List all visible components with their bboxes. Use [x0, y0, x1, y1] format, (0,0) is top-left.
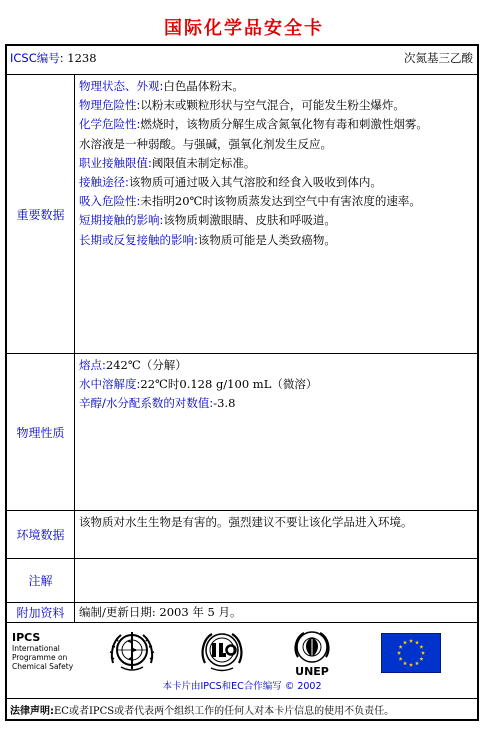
physical-properties-label: 物理性质	[7, 354, 75, 510]
notes-label: 注解	[7, 559, 75, 602]
important-key: 物理状态、外观:	[79, 79, 164, 93]
ipcs-title: IPCS	[12, 631, 41, 644]
notes-content	[76, 559, 477, 602]
physical-value: 242℃（分解）	[105, 358, 187, 372]
who-emblem-icon	[107, 629, 157, 675]
legal-text: EC或者IPCS或者代表两个组织工作的任何人对本卡片信息的使用不负责任。	[54, 706, 395, 717]
important-line	[79, 231, 474, 250]
additional-content: 编制/更新日期: 2003 年 5 月。	[79, 605, 242, 619]
important-line	[79, 96, 474, 115]
icsc-id	[10, 50, 97, 66]
chemical-name: 次氮基三乙酸	[404, 51, 473, 65]
important-line	[79, 173, 474, 192]
important-value: 水溶液是一种弱酸。与强碱，强氧化剂发生反应。	[79, 136, 332, 151]
important-line	[79, 115, 474, 134]
physical-value: 22℃时0.128 g/100 mL（微溶）	[140, 377, 318, 392]
important-key: 接触途径:	[79, 175, 129, 190]
environment-content: 该物质对水生生物是有害的。强烈建议不要让该化学品进入环境。	[79, 515, 413, 529]
header-row	[7, 46, 477, 75]
important-line	[79, 192, 474, 211]
credit-text: 本卡片由IPCS和EC合作编写 © 2002	[162, 681, 322, 692]
important-value: 白色晶体粉末。	[163, 79, 244, 93]
important-key: 物理危险性:	[79, 98, 141, 113]
important-key: 长期或反复接触的影响:	[79, 232, 198, 247]
important-value: 该物质可通过吸入其气溶胶和经食入吸收到体内。	[128, 175, 382, 190]
important-value: 阈限值未制定标准。	[151, 155, 256, 170]
legal-row	[7, 699, 477, 719]
legal-label: 法律声明:	[10, 706, 54, 717]
physical-line	[79, 394, 474, 413]
important-value: 未指明20℃时该物质蒸发达到空气中有害浓度的速率。	[140, 194, 421, 209]
important-value: 该物质刺激眼睛、皮肤和呼吸道。	[163, 213, 336, 228]
ipcs-logo	[12, 631, 73, 671]
physical-key: 辛醇/水分配系数的对数值:	[79, 396, 214, 411]
important-line	[79, 77, 474, 96]
important-value: 燃烧时，该物质分解生成含氮氧化物有毒和刺激性烟雾。	[140, 117, 428, 132]
ipcs-sub-3: Chemical Safety	[12, 662, 74, 671]
physical-line	[79, 356, 474, 375]
important-line	[79, 211, 474, 230]
important-value: 以粉末或颗粒形状与空气混合，可能发生粉尘爆炸。	[140, 98, 405, 113]
ipcs-sub-2: Programme on	[12, 653, 68, 662]
environment-label: 环境数据	[7, 511, 75, 558]
footer-row	[7, 623, 477, 699]
physical-value: -3.8	[213, 396, 236, 411]
icsc-label: ICSC编号:	[10, 51, 64, 65]
physical-key: 水中溶解度:	[79, 377, 141, 392]
safety-card	[5, 44, 479, 721]
important-value: 该物质可能是人类致癌物。	[197, 232, 336, 247]
legal-disclaimer	[10, 702, 394, 717]
card-title: 国际化学品安全卡	[164, 18, 324, 39]
important-line	[79, 154, 474, 173]
important-key: 吸入危险性:	[79, 194, 141, 209]
additional-row	[7, 603, 477, 623]
important-key: 职业接触限值:	[79, 155, 152, 170]
additional-label: 附加资料	[7, 603, 75, 622]
notes-row	[7, 559, 477, 603]
important-line	[79, 135, 474, 154]
environment-row	[7, 511, 477, 559]
ilo-emblem-icon	[197, 629, 247, 675]
physical-properties-content	[76, 354, 477, 510]
icsc-number: 1238	[67, 51, 97, 65]
ipcs-sub-1: International	[12, 644, 60, 653]
important-data-row	[7, 75, 477, 354]
important-data-content	[76, 75, 477, 353]
important-key: 化学危险性:	[79, 117, 141, 132]
important-key: 短期接触的影响:	[79, 213, 164, 228]
physical-properties-row	[7, 354, 477, 511]
footer-logos	[7, 623, 477, 693]
important-data-label: 重要数据	[7, 75, 75, 353]
physical-line	[79, 375, 474, 394]
unep-emblem-icon	[290, 629, 334, 669]
unep-label: UNEP	[295, 665, 329, 678]
physical-key: 熔点:	[79, 358, 106, 372]
eu-flag-icon	[381, 633, 441, 673]
